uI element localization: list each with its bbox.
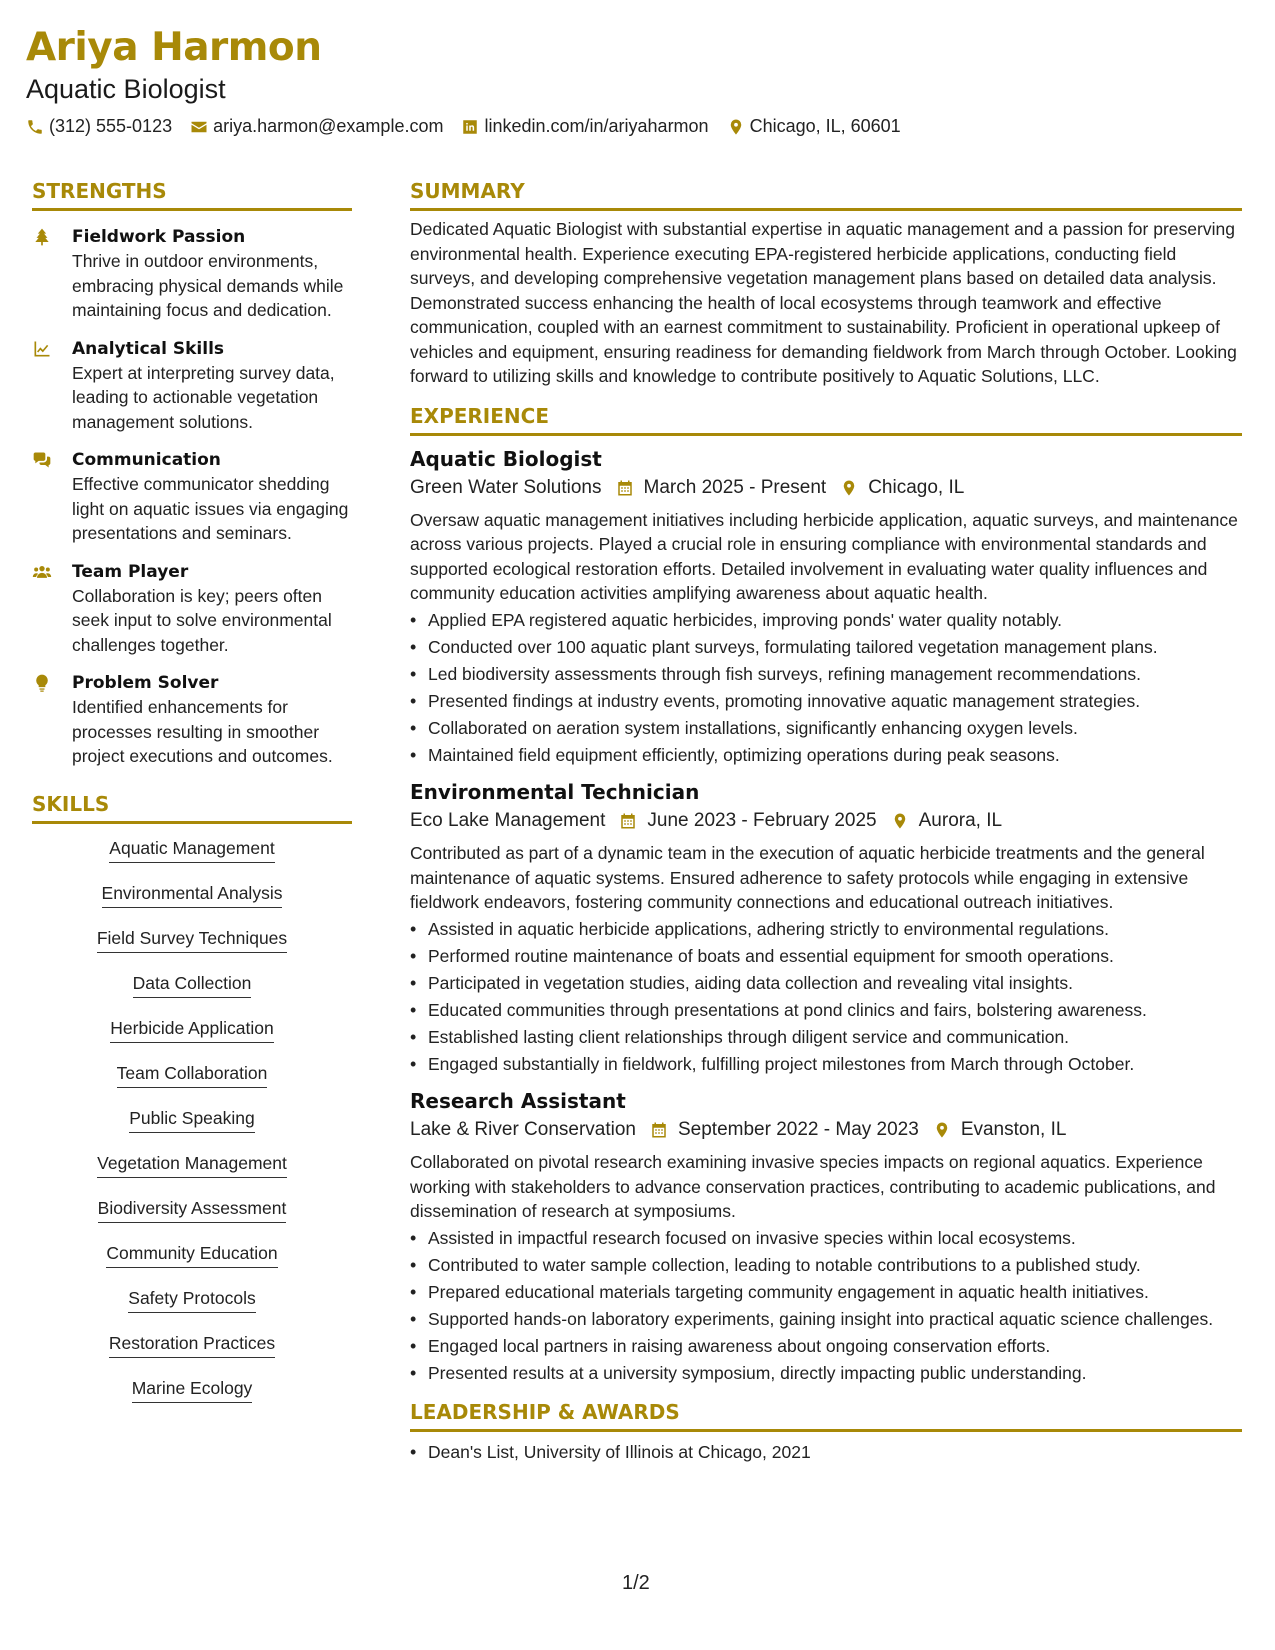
- job-location: Aurora, IL: [918, 810, 1003, 831]
- candidate-title: Aquatic Biologist: [26, 74, 226, 104]
- job-dates: June 2023 - February 2025: [647, 810, 877, 831]
- job-meta: [410, 474, 1242, 502]
- skill-tag: Aquatic Management: [109, 836, 274, 863]
- job-title: Environmental Technician: [410, 780, 700, 804]
- job-dates: September 2022 - May 2023: [678, 1119, 919, 1140]
- calendar-icon: [616, 479, 634, 497]
- bullet-item: • Engaged substantially in fieldwork, fulfilling project milestones from March through October.: [410, 1052, 1242, 1077]
- users-icon: [32, 562, 52, 582]
- bullet-item: • Applied EPA registered aquatic herbicides, improving ponds' water quality notably.: [410, 608, 1242, 633]
- bullet-item: • Collaborated on aeration system installations, significantly enhancing oxygen levels.: [410, 716, 1242, 741]
- job-description: Contributed as part of a dynamic team in the execution of aquatic herbicide treatments and the general maintenance of aquatic systems. Ensured adherence to safety protocols while engaging in extensive fieldwork endeavors, fostering community connections and educational outreach initiatives.: [410, 843, 1205, 912]
- strength-text: Identified enhancements for processes resulting in smoother project executions and outcomes.: [72, 697, 333, 766]
- job-company: Eco Lake Management: [410, 810, 606, 831]
- job-company: Lake & River Conservation: [410, 1119, 636, 1140]
- comments-icon: [32, 450, 52, 470]
- bullet-item: • Presented findings at industry events, promoting innovative aquatic management strategies.: [410, 689, 1242, 714]
- summary-heading: SUMMARY: [410, 176, 1242, 211]
- job-bullets: [410, 917, 1242, 1077]
- bullet-item: • Established lasting client relationships through diligent service and communication.: [410, 1025, 1242, 1050]
- awards-list: [410, 1440, 1242, 1465]
- job-meta: [410, 1116, 1242, 1144]
- skill-tag: Safety Protocols: [128, 1286, 255, 1313]
- location-text: Chicago, IL, 60601: [749, 116, 901, 136]
- skills-list: [32, 836, 352, 1421]
- strength-title: Team Player: [72, 561, 189, 582]
- map-marker-icon: [727, 118, 745, 136]
- phone-text: (312) 555-0123: [49, 116, 173, 136]
- right-column: [410, 176, 1242, 1467]
- skills-heading: SKILLS: [32, 789, 352, 824]
- map-marker-icon: [891, 812, 909, 830]
- strength-item: [32, 225, 352, 323]
- strength-item: [32, 560, 352, 658]
- bullet-item: • Assisted in impactful research focused on invasive species within local ecosystems.: [410, 1226, 1242, 1251]
- bullet-item: • Supported hands-on laboratory experiments, gaining insight into practical aquatic science challenges.: [410, 1307, 1242, 1332]
- job-description: Collaborated on pivotal research examining invasive species impacts on regional aquatics. Experience working with stakeholders to advance conservation practices, contributing to academic publications, and dissemination of research at symposiums.: [410, 1152, 1216, 1221]
- skill-tag: Marine Ecology: [132, 1376, 253, 1403]
- job-dates: March 2025 - Present: [643, 476, 827, 498]
- left-column: [32, 176, 352, 1421]
- strength-title: Problem Solver: [72, 673, 219, 693]
- job-location: Chicago, IL: [868, 476, 965, 498]
- resume-header: [26, 24, 1246, 137]
- lightbulb-icon: [32, 673, 52, 693]
- phone-icon: [26, 118, 44, 136]
- skill-tag: Restoration Practices: [109, 1331, 275, 1358]
- bullet-item: • Educated communities through presentations at pond clinics and fairs, bolstering awareness.: [410, 998, 1242, 1023]
- strength-title: Analytical Skills: [72, 338, 225, 359]
- strength-item: [32, 671, 352, 769]
- envelope-icon: [190, 118, 208, 136]
- bullet-item: • Presented results at a university symposium, directly impacting public understanding.: [410, 1361, 1242, 1386]
- email-text[interactable]: ariya.harmon@example.com: [213, 116, 444, 136]
- bullet-item: • Contributed to water sample collection, leading to notable contributions to a published study.: [410, 1253, 1242, 1278]
- skill-tag: Team Collaboration: [117, 1061, 268, 1088]
- job-entry: [410, 1086, 1242, 1385]
- contact-bar: [26, 116, 1246, 137]
- strength-item: [32, 448, 352, 546]
- calendar-icon: [619, 812, 637, 830]
- strength-text: Collaboration is key; peers often seek input to solve environmental challenges together.: [72, 585, 332, 655]
- strength-item: [32, 337, 352, 435]
- skill-tag: Biodiversity Assessment: [98, 1196, 287, 1223]
- skill-tag: Public Speaking: [129, 1106, 255, 1133]
- job-title: Aquatic Biologist: [410, 446, 602, 471]
- job-entry: [410, 777, 1242, 1076]
- job-company: Green Water Solutions: [410, 476, 602, 498]
- skill-tag: Field Survey Techniques: [97, 926, 287, 953]
- skill-tag: Data Collection: [133, 971, 252, 998]
- strength-title: Fieldwork Passion: [72, 227, 246, 247]
- tree-icon: [32, 227, 52, 247]
- skill-tag: Environmental Analysis: [102, 881, 283, 908]
- experience-heading: EXPERIENCE: [410, 401, 1242, 436]
- job-bullets: [410, 1226, 1242, 1386]
- contact-phone: [26, 116, 172, 137]
- job-title: Research Assistant: [410, 1089, 626, 1113]
- bullet-item: • Performed routine maintenance of boats and essential equipment for smooth operations.: [410, 944, 1242, 969]
- job-location: Evanston, IL: [960, 1119, 1067, 1140]
- bullet-item: • Conducted over 100 aquatic plant surveys, formulating tailored vegetation management plans.: [410, 635, 1242, 660]
- job-meta: [410, 807, 1242, 835]
- strength-text: Thrive in outdoor environments, embracing physical demands while maintaining focus and dedication.: [72, 251, 344, 320]
- calendar-icon: [650, 1121, 668, 1139]
- map-marker-icon: [933, 1121, 951, 1139]
- skill-tag: Herbicide Application: [110, 1016, 273, 1043]
- bullet-item: • Engaged local partners in raising awareness about ongoing conservation efforts.: [410, 1334, 1242, 1359]
- strength-text: Effective communicator shedding light on aquatic issues via engaging presentations and seminars.: [72, 474, 349, 543]
- bullet-item: • Led biodiversity assessments through fish surveys, refining management recommendations.: [410, 662, 1242, 687]
- skill-tag: Vegetation Management: [97, 1151, 287, 1178]
- linkedin-icon: [461, 118, 479, 136]
- chart-line-icon: [32, 339, 52, 359]
- awards-heading: LEADERSHIP & AWARDS: [410, 1397, 1242, 1432]
- bullet-item: • Prepared educational materials targeting community engagement in aquatic health initiatives.: [410, 1280, 1242, 1305]
- award-item: • Dean's List, University of Illinois at Chicago, 2021: [410, 1440, 1242, 1465]
- strength-title: Communication: [72, 450, 221, 470]
- bullet-item: • Maintained field equipment efficiently, optimizing operations during peak seasons.: [410, 743, 1242, 768]
- job-bullets: [410, 608, 1242, 768]
- contact-location: [727, 116, 901, 137]
- candidate-name: Ariya Harmon: [26, 25, 322, 70]
- strength-text: Expert at interpreting survey data, leading to actionable vegetation management solutions.: [72, 362, 335, 432]
- strengths-heading: STRENGTHS: [32, 176, 352, 211]
- contact-linkedin[interactable]: [461, 116, 708, 137]
- job-entry: [410, 444, 1242, 768]
- bullet-item: • Assisted in aquatic herbicide applications, adhering strictly to environmental regulations.: [410, 917, 1242, 942]
- contact-email[interactable]: [190, 116, 443, 137]
- linkedin-text[interactable]: linkedin.com/in/ariyaharmon: [484, 116, 709, 136]
- skill-tag: Community Education: [106, 1241, 277, 1268]
- bullet-item: • Participated in vegetation studies, aiding data collection and revealing vital insights.: [410, 971, 1242, 996]
- summary-text: Dedicated Aquatic Biologist with substantial expertise in aquatic management and a passion for preserving environmental health. Experience executing EPA-registered herbicide applications, conducting field surveys, and developing comprehensive vegetation management plans based on detailed data analysis. Demonstrated success enhancing the health of local ecosystems through teamwork and effective communication, coupled with an earnest commitment to sustainability. Proficient in operational upkeep of vehicles and equipment, ensuring readiness for demanding fieldwork from March through October. Looking forward to utilizing skills and knowledge to contribute positively to Aquatic Solutions, LLC.: [410, 219, 1237, 386]
- job-description: Oversaw aquatic management initiatives including herbicide application, aquatic surveys, and maintenance across various projects. Played a crucial role in ensuring compliance with environmental standards and supported ecological restoration efforts. Detailed involvement in evaluating water quality influences and community education activities amplifying awareness about aquatic health.: [410, 509, 1238, 603]
- page-number: 1/2: [622, 1572, 650, 1594]
- map-marker-icon: [840, 479, 858, 497]
